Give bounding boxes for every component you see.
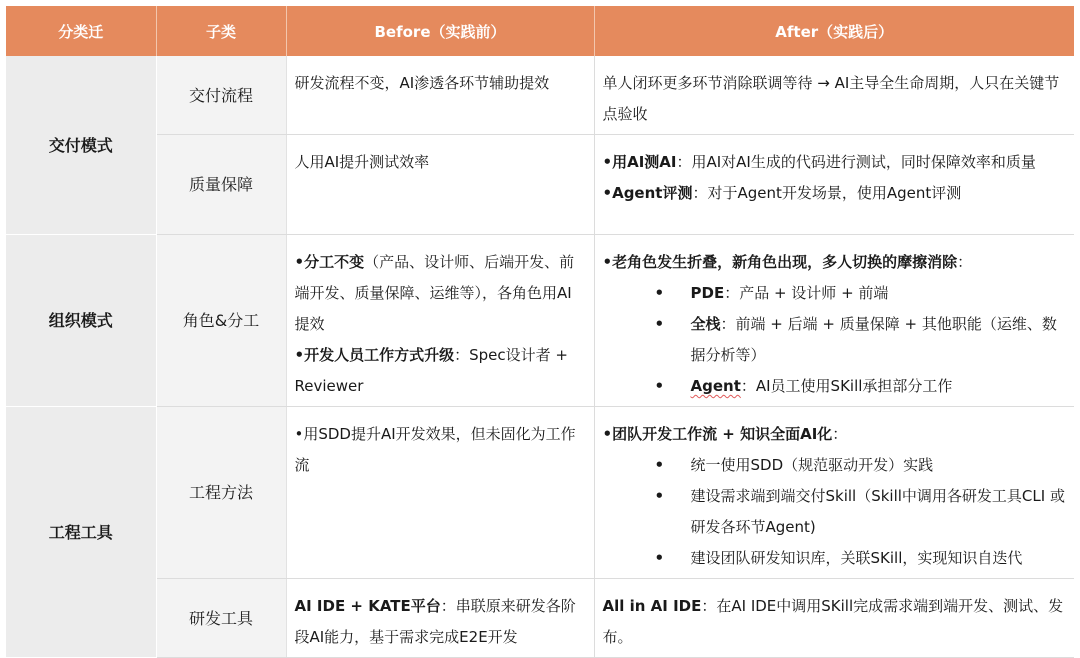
before-roles: [286, 235, 594, 407]
category-delivery: 交付模式: [6, 56, 156, 235]
table-row: [6, 235, 1074, 407]
after-delivery-flow: 单人闭环更多环节消除联调等待 → AI主导全生命周期，人只在关键节点验收: [594, 56, 1074, 135]
list-item: • PDE：产品 + 设计师 + 前端: [654, 284, 889, 302]
header-category: 分类迁: [6, 6, 156, 56]
after-method: [594, 407, 1074, 579]
sub-method: 工程方法: [156, 407, 286, 579]
after-quality: [594, 135, 1074, 235]
list-item: • 建设需求端到端交付Skill（Skill中调用各研发工具CLI 或 研发各环节Agent): [654, 487, 1065, 536]
table-row: [6, 56, 1074, 135]
after-method-head: •团队开发工作流 + 知识全面AI化：: [602, 425, 848, 443]
list-item: • Agent：AI员工使用SKill承担部分工作: [654, 377, 953, 395]
table-row: [6, 407, 1074, 579]
before-delivery-flow: 研发流程不变，AI渗透各环节辅助提效: [286, 56, 594, 135]
sub-roles: 角色&分工: [156, 235, 286, 407]
after-tools: All in AI IDE：在AI IDE中调用SKill完成需求端到端开发、测试、发布。: [594, 579, 1074, 658]
list-item: • 建设团队研发知识库，关联SKill，实现知识自迭代: [654, 549, 1023, 567]
sub-quality: 质量保障: [156, 135, 286, 235]
before-roles-line-1: •分工不变（产品、设计师、后端开发、前端开发、质量保障、运维等），各角色用AI提效: [294, 253, 575, 333]
table-row: [6, 135, 1074, 235]
header-subcategory: 子类: [156, 6, 286, 56]
before-quality: 人用AI提升测试效率: [286, 135, 594, 235]
sub-delivery-flow: 交付流程: [156, 56, 286, 135]
before-roles-line-2: •开发人员工作方式升级：Spec设计者 + Reviewer: [294, 346, 568, 395]
before-method: •用SDD提升AI开发效果，但未固化为工作流: [286, 407, 594, 579]
header-before: Before（实践前）: [286, 6, 594, 56]
after-roles: [594, 235, 1074, 407]
header-row: [6, 6, 1074, 56]
category-org: 组织模式: [6, 235, 156, 407]
after-quality-line-1: •用AI测AI：用AI对AI生成的代码进行测试，同时保障效率和质量: [602, 153, 1036, 171]
header-after: After（实践后）: [594, 6, 1074, 56]
comparison-table: [6, 6, 1074, 658]
after-quality-line-2: •Agent评测：对于Agent开发场景，使用Agent评测: [602, 184, 962, 202]
category-eng: 工程工具: [6, 407, 156, 658]
sub-tools: 研发工具: [156, 579, 286, 658]
before-tools: AI IDE + KATE平台：串联原来研发各阶段AI能力，基于需求完成E2E开发: [286, 579, 594, 658]
after-roles-head: •老角色发生折叠，新角色出现，多人切换的摩擦消除：: [602, 253, 973, 271]
list-item: • 全栈：前端 + 后端 + 质量保障 + 其他职能（运维、数据分析等）: [654, 315, 1057, 364]
list-item: • 统一使用SDD（规范驱动开发）实践: [654, 456, 934, 474]
table-row: [6, 579, 1074, 658]
